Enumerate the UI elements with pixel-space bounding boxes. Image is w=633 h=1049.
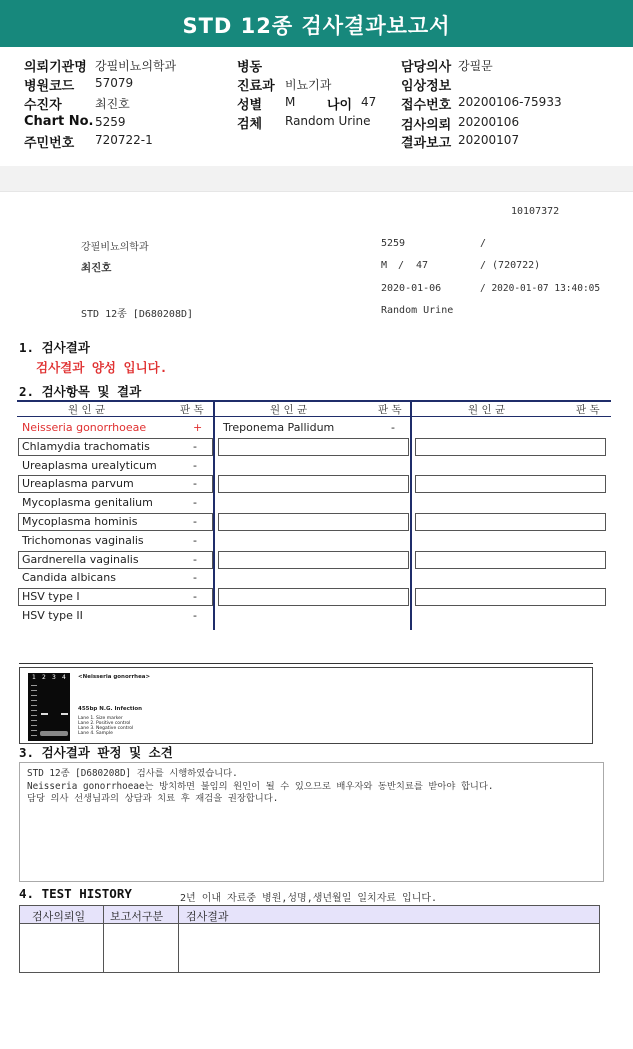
organism-name: Chlamydia trachomatis xyxy=(22,439,150,453)
meta-hospital: 강필비뇨의학과 xyxy=(81,242,149,253)
organism-name: Ureaplasma urealyticum xyxy=(22,458,157,472)
code-value: 57079 xyxy=(95,76,134,90)
organism-result: - xyxy=(193,609,197,622)
organism-name: Mycoplasma genitalium xyxy=(22,496,153,510)
organism-result: - xyxy=(193,571,197,585)
organism-name: Treponema Pallidum xyxy=(223,421,335,434)
row-box xyxy=(218,475,409,493)
chart-label: Chart No. xyxy=(24,114,94,129)
organism-name: Trichomonas vaginalis xyxy=(22,533,144,547)
gel-legend-4: Lane 4. Sample xyxy=(78,731,113,736)
organism-name: Candida albicans xyxy=(22,571,116,585)
organism-result: - xyxy=(193,458,197,472)
gel-ladder xyxy=(31,685,37,737)
age-value: 47 xyxy=(361,95,377,109)
organism-result: + xyxy=(193,421,203,434)
specimen-value: Random Urine xyxy=(285,114,371,128)
history-divider-2 xyxy=(178,906,179,973)
section-4-title: 4. TEST HISTORY xyxy=(19,886,132,901)
report-value: 20200107 xyxy=(458,133,520,147)
request-value: 20200106 xyxy=(458,115,520,129)
sex-label: 성별 xyxy=(237,98,263,113)
table-head-rule xyxy=(17,416,611,417)
history-header-row xyxy=(19,905,600,924)
specimen-label: 검체 xyxy=(237,117,263,132)
history-col-type: 보고서구분 xyxy=(110,910,164,923)
organism-name: Ureaplasma parvum xyxy=(22,477,134,491)
meta-patient: 최진호 xyxy=(81,262,112,274)
gel-legend-2: Lane 2. Positive control xyxy=(78,721,131,726)
page-separator xyxy=(0,166,633,192)
row-box xyxy=(415,588,606,606)
meta-slash2: / xyxy=(398,260,405,271)
history-note: 2년 이내 자료중 병원,성명,생년월일 일치자료 입니다. xyxy=(180,893,438,904)
row-box xyxy=(415,513,606,531)
row-box xyxy=(415,438,606,456)
code-label: 병원코드 xyxy=(24,79,75,94)
sex-value: M xyxy=(285,95,296,109)
organism-result: - xyxy=(391,421,395,434)
clinical-label: 임상정보 xyxy=(401,79,452,94)
row-box xyxy=(218,551,409,569)
hospital-value: 강필비뇨의학과 xyxy=(95,59,177,73)
gel-legend-1: Lane 1. Size marker xyxy=(78,716,123,721)
ward-label: 병동 xyxy=(237,60,263,75)
gel-image xyxy=(28,673,70,741)
history-col-result: 검사결과 xyxy=(186,910,229,923)
organism-result: - xyxy=(193,439,197,453)
col-divider-2 xyxy=(410,400,412,630)
meta-chart: 5259 xyxy=(381,238,406,249)
history-table xyxy=(19,905,600,973)
chart-value: 5259 xyxy=(95,115,126,129)
organism-name: Neisseria gonorrhoeae xyxy=(22,421,147,434)
row-box xyxy=(218,513,409,531)
gel-legend-3: Lane 3. Negative control xyxy=(78,726,134,731)
opinion-line-2: Neisseria gonorrhoeae는 방치하면 불임의 원인이 될 수 있으므로 배우자와 동반치료를 받아야 합니다. xyxy=(27,780,494,792)
meta-sex: M xyxy=(381,260,388,271)
gel-heading: <Neisseria gonorrhea> xyxy=(78,674,151,680)
request-label: 검사의뢰 xyxy=(401,118,452,133)
id-label: 주민번호 xyxy=(24,136,75,151)
col3-judge-header: 판 독 xyxy=(576,404,600,416)
row-box xyxy=(415,475,606,493)
row-box xyxy=(218,588,409,606)
gel-lane-3: 3 xyxy=(52,674,56,681)
organism-result: - xyxy=(193,552,197,566)
history-divider-1 xyxy=(103,906,104,973)
patient-label: 수진자 xyxy=(24,98,62,113)
report-title: STD 12종 검사결과보고서 xyxy=(0,0,633,47)
organism-name: HSV type I xyxy=(22,590,80,604)
row-box xyxy=(415,551,606,569)
doctor-value: 강필문 xyxy=(458,59,493,73)
meta-report-time: / 2020-01-07 13:40:05 xyxy=(480,283,601,294)
gel-band-label: 455bp N.G. Infection xyxy=(78,706,143,712)
col2-organism-header: 원 인 균 xyxy=(270,404,308,416)
report-number: 10107372 xyxy=(511,206,560,217)
doctor-label: 담당의사 xyxy=(401,60,452,75)
report-label: 결과보고 xyxy=(401,136,452,151)
id-value: 720722-1 xyxy=(95,133,153,147)
patient-value: 최진호 xyxy=(95,97,130,111)
meta-test-name: STD 12종 [D680208D] xyxy=(81,309,194,320)
meta-slash: / xyxy=(480,238,487,249)
gel-band-sample xyxy=(61,713,68,715)
meta-specimen: Random Urine xyxy=(381,305,454,316)
meta-birth: / (720722) xyxy=(480,260,541,271)
meta-date: 2020-01-06 xyxy=(381,283,442,294)
gel-lane-2: 2 xyxy=(42,674,46,681)
organism-name: Mycoplasma hominis xyxy=(22,515,138,528)
col1-organism-header: 원 인 균 xyxy=(68,404,106,416)
organism-result: - xyxy=(193,515,197,528)
gel-panel xyxy=(19,667,593,744)
dept-label: 진료과 xyxy=(237,79,275,94)
section-1-title: 1. 검사결과 xyxy=(19,340,90,355)
receipt-label: 접수번호 xyxy=(401,98,452,113)
col3-organism-header: 원 인 균 xyxy=(468,404,506,416)
organism-result: - xyxy=(193,533,197,547)
organism-name: Gardnerella vaginalis xyxy=(22,552,139,566)
gel-band-positive xyxy=(41,713,48,715)
organism-result: - xyxy=(193,496,197,510)
receipt-value: 20200106-75933 xyxy=(458,95,562,109)
gel-lane-4: 4 xyxy=(62,674,66,681)
organism-result: - xyxy=(193,590,197,604)
gel-top-rule xyxy=(19,663,593,664)
meta-age: 47 xyxy=(416,260,429,271)
table-top-rule xyxy=(17,400,611,402)
gel-lane-1: 1 xyxy=(32,674,36,681)
row-box xyxy=(218,438,409,456)
result-summary: 검사결과 양성 입니다. xyxy=(36,360,168,375)
age-label: 나이 xyxy=(327,98,353,113)
dept-value: 비뇨기과 xyxy=(285,78,332,92)
col-divider-1 xyxy=(213,400,215,630)
opinion-line-3: 담당 의사 선생님과의 상담과 치료 후 재검을 권장합니다. xyxy=(27,793,279,804)
col1-judge-header: 판 독 xyxy=(180,404,204,416)
opinion-box xyxy=(19,762,604,882)
opinion-line-1: STD 12종 [D680208D] 검사를 시행하였습니다. xyxy=(27,768,238,779)
section-2-title: 2. 검사항목 및 결과 xyxy=(19,384,142,399)
col2-judge-header: 판 독 xyxy=(378,404,402,416)
organism-result: - xyxy=(193,477,197,491)
section-3-title: 3. 검사결과 판정 및 소견 xyxy=(19,745,173,760)
organism-name: HSV type II xyxy=(22,609,83,622)
hospital-label: 의뢰기관명 xyxy=(24,60,87,75)
gel-primer xyxy=(40,731,68,736)
history-col-request: 검사의뢰일 xyxy=(32,910,86,923)
